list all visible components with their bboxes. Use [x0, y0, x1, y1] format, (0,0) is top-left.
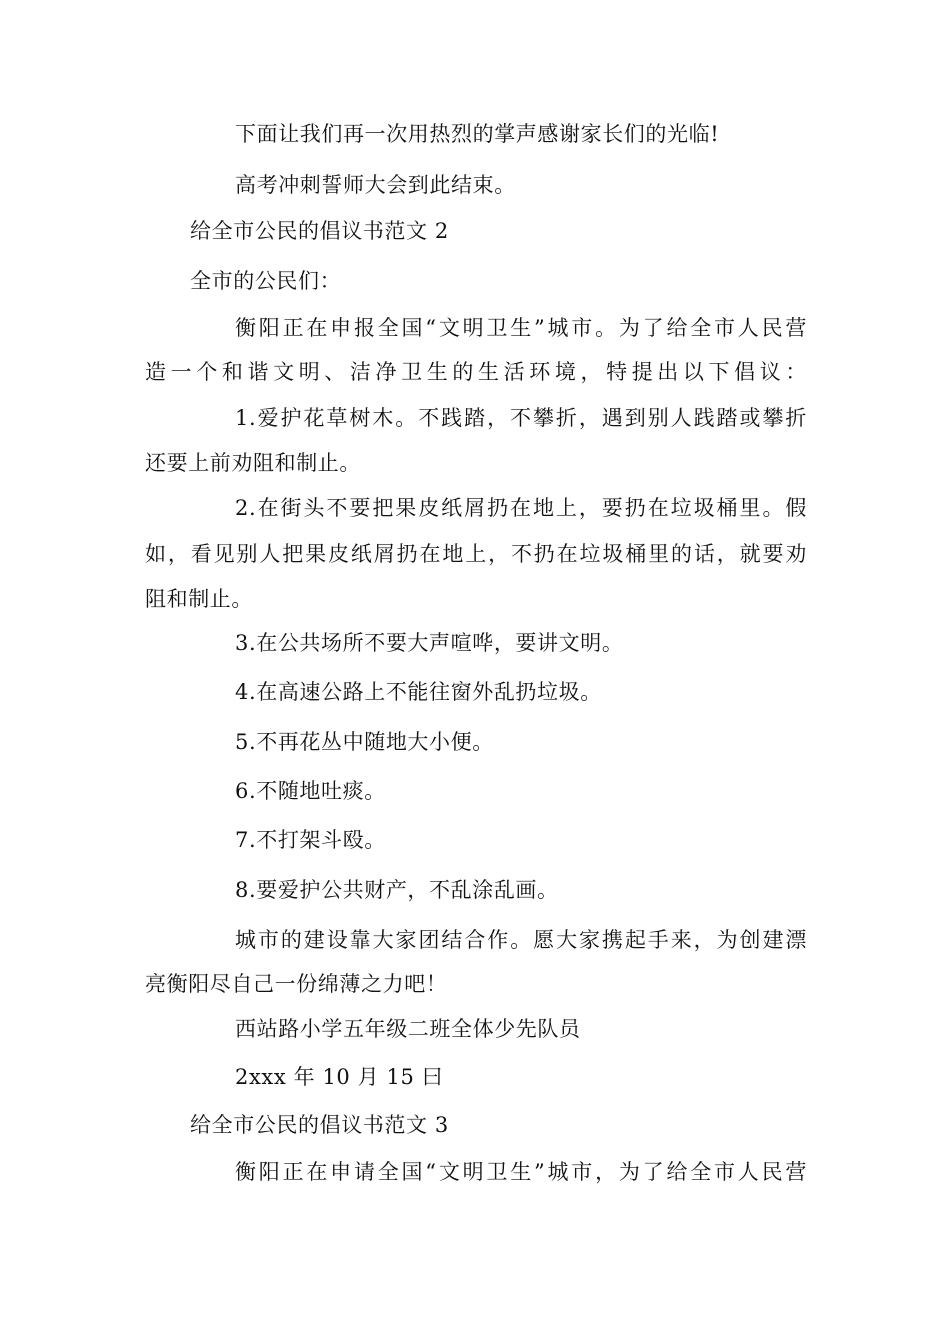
- item-1-line-1: 1.爱护花草树木。不践踏，不攀折，遇到别人践踏或攀折: [235, 406, 807, 430]
- item-3: 3.在公共场所不要大声喧哗，要讲文明。: [235, 631, 624, 655]
- date-line: 2xxx 年 10 月 15 曰: [235, 1065, 444, 1089]
- salutation: 全市的公民们：: [190, 269, 342, 293]
- item-2-line-1: 2.在街头不要把果皮纸屑扔在地上，要扔在垃圾桶里。假: [235, 496, 807, 520]
- item-4: 4.在高速公路上不能往窗外乱扔垃圾。: [235, 680, 602, 704]
- item-1-line-2: 还要上前劝阻和制止。: [145, 451, 361, 475]
- item-6: 6.不随地吐痰。: [235, 779, 386, 803]
- section-heading-3: 给全市公民的倡议书范文 3: [190, 1113, 449, 1137]
- section-heading-2: 给全市公民的倡议书范文 2: [190, 219, 449, 243]
- conclusion-line-1: 城市的建设靠大家团结合作。愿大家携起手来，为创建漂: [235, 928, 807, 952]
- closing-end-line: 高考冲刺誓师大会到此结束。: [235, 173, 516, 197]
- item-7: 7.不打架斗殴。: [235, 828, 386, 852]
- item-2-line-2: 如，看见别人把果皮纸屑扔在地上，不扔在垃圾桶里的话，就要劝: [145, 542, 807, 566]
- intro-paragraph-line-2: 造一个和谐文明、洁净卫生的生活环境，特提出以下倡议：: [145, 360, 807, 384]
- section-3-paragraph-line-1: 衡阳正在申请全国“文明卫生”城市，为了给全市人民营: [235, 1160, 807, 1184]
- signature: 西站路小学五年级二班全体少先队员: [235, 1017, 581, 1041]
- item-8: 8.要爱护公共财产，不乱涂乱画。: [235, 878, 559, 902]
- intro-paragraph-line-1: 衡阳正在申报全国“文明卫生”城市。为了给全市人民营: [235, 316, 807, 340]
- item-5: 5.不再花丛中随地大小便。: [235, 730, 494, 754]
- item-2-line-3: 阻和制止。: [145, 587, 253, 611]
- closing-thanks-line: 下面让我们再一次用热烈的掌声感谢家长们的光临!: [235, 122, 720, 146]
- conclusion-line-2: 亮衡阳尽自己一份绵薄之力吧！: [145, 972, 448, 996]
